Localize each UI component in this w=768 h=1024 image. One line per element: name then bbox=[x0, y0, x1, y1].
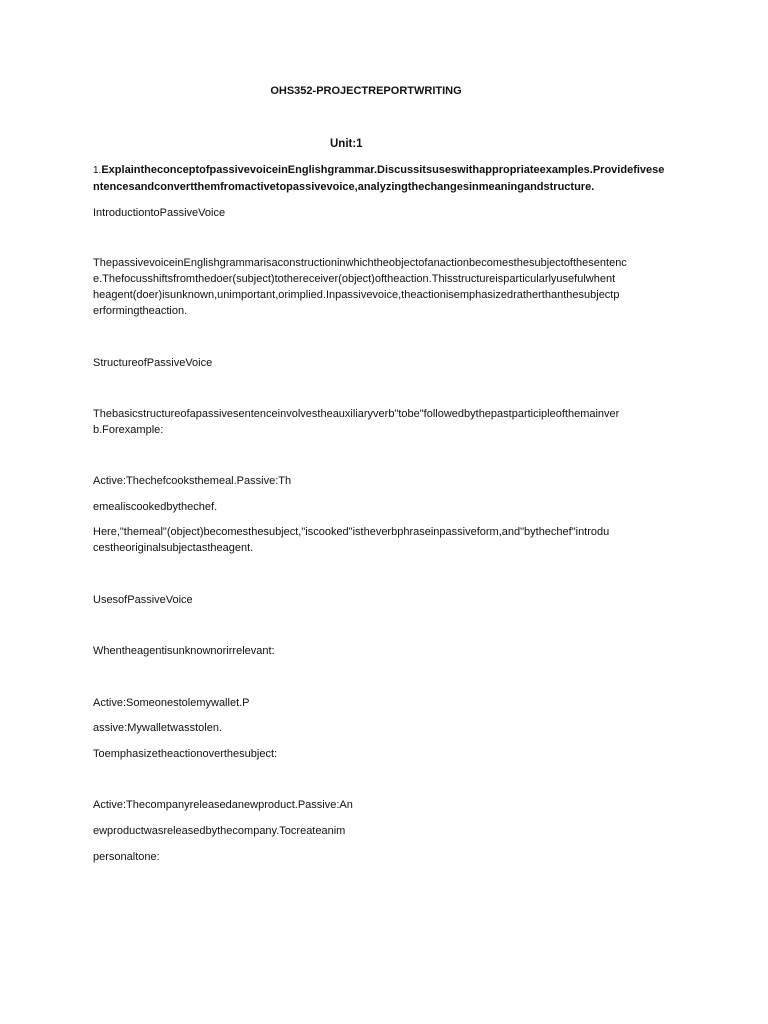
question-line-2: ntencesandconvertthemfromactivetopassivevoice,analyzingthechangesinmeaningandstructure. bbox=[93, 181, 595, 193]
intro-paragraph-line-4: erformingtheaction. bbox=[93, 305, 188, 317]
explanation-line-1: Here,"themeal"(object)becomesthesubject,"iscooked"istheverbphraseinpassiveform,and"bythechef"introdu bbox=[93, 526, 610, 538]
example-1-line-2: emealiscookedbythechef. bbox=[93, 501, 218, 513]
intro-paragraph-line-2: e.Thefocusshiftsfromthedoer(subject)tothereceiver(object)oftheaction.Thisstructureisparticularlyusefulwhent bbox=[93, 273, 616, 285]
unit-heading: Unit:1 bbox=[330, 138, 363, 150]
uses-heading: UsesofPassiveVoice bbox=[93, 594, 193, 606]
question-number: 1. bbox=[93, 165, 102, 176]
document-title: OHS352-PROJECTREPORTWRITING bbox=[270, 85, 462, 97]
use-2-label: Toemphasizetheactionoverthesubject: bbox=[93, 748, 278, 760]
question-line-1 bbox=[93, 162, 675, 179]
explanation-line-2: cestheoriginalsubjectastheagent. bbox=[93, 542, 254, 554]
structure-heading: StructureofPassiveVoice bbox=[93, 357, 213, 369]
use-1-example-line-1: Active:Someonestolemywallet.P bbox=[93, 697, 250, 709]
use-2-example-line-3: personaltone: bbox=[93, 851, 160, 863]
example-1-line-1: Active:Thechefcooksthemeal.Passive:Th bbox=[93, 475, 292, 487]
question-block bbox=[93, 162, 675, 195]
intro-paragraph-line-3: heagent(doer)isunknown,unimportant,orimplied.Inpassivevoice,theactionisemphasizedratherthanthesubjectp bbox=[93, 289, 620, 301]
question-line-1-text: Explaintheconceptofpassivevoicein​Englishgrammar.Discussitsuseswithappropriateexamples.Providefivese bbox=[101, 164, 665, 176]
use-2-example-line-1: Active:Thecompanyreleasedanewproduct.Passive:An bbox=[93, 799, 353, 811]
structure-paragraph-line-2: b.Forexample: bbox=[93, 424, 164, 436]
intro-heading: IntroductiontoPassiveVoice bbox=[93, 207, 226, 219]
intro-paragraph-line-1: ThepassivevoiceinEnglishgrammarisaconstructioninwhichtheobjectofanactionbecomesthesubjectofthesentenc bbox=[93, 257, 627, 269]
structure-paragraph-line-1: Thebasicstructureofapassivesentenceinvolvestheauxiliaryverb"tobe"followedbythepastparticipleofthemainver bbox=[93, 408, 620, 420]
use-2-example-line-2: ewproductwasreleasedbythecompany.Tocreateanim bbox=[93, 825, 346, 837]
use-1-label: Whentheagentisunknownorirrelevant: bbox=[93, 645, 275, 657]
use-1-example-line-2: assive:Mywalletwasstolen. bbox=[93, 722, 222, 734]
